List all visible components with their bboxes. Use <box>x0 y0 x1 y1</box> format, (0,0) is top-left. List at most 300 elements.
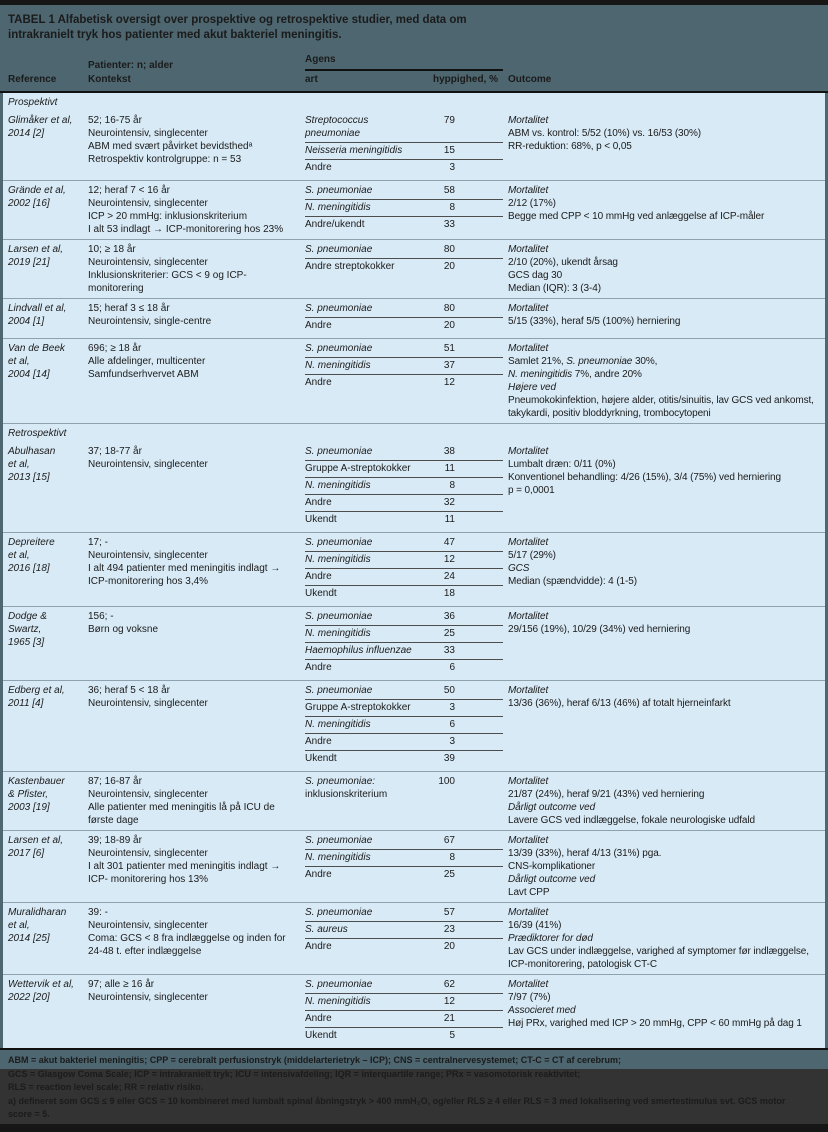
reference-line: 2014 [25] <box>8 933 50 944</box>
agens-name-line: Andre/ukendt <box>305 219 365 230</box>
agens-name <box>305 1012 415 1025</box>
patient-line: 12; heraf 7 < 16 år <box>88 185 171 196</box>
agens-name-line: N. meningitidis <box>305 996 371 1007</box>
agens-frequency: 80 <box>443 303 455 314</box>
agens-frequency: 15 <box>443 145 455 156</box>
agens-frequency: 8 <box>449 852 455 863</box>
agens-entry <box>305 319 503 334</box>
outcome-line: 21/87 (24%), heraf 9/21 (43%) ved herniering <box>508 789 705 800</box>
outcome-line: 29/156 (19%), 10/29 (34%) ved herniering <box>508 624 691 635</box>
outcome-line: Mortalitet <box>508 907 549 918</box>
agens-name <box>305 923 415 936</box>
reference-cell <box>8 243 88 295</box>
agens-cell <box>305 114 503 177</box>
agens-name-line: Gruppe A-streptokokker <box>305 702 411 713</box>
patient-line: første dage <box>88 815 139 826</box>
section-label: Prospektivt <box>8 97 58 108</box>
outcome-line: ABM vs. kontrol: 5/52 (10%) vs. 16/53 (30%) <box>508 128 702 139</box>
patient-line: ABM med svært påvirket bevidsthedᵃ <box>88 141 253 152</box>
outcome-line: Høj PRx, varighed med ICP > 20 mmHg, CPP < 60 mmHg på dag 1 <box>508 1018 802 1029</box>
outcome-line: 5/17 (29%) <box>508 550 556 561</box>
study-row <box>3 298 825 338</box>
agens-name-line: S. pneumoniae <box>305 244 373 255</box>
outcome-line: 5/15 (33%), heraf 5/5 (100%) herniering <box>508 316 681 327</box>
agens-entry <box>305 184 503 200</box>
outcome-line: Median (IQR): 3 (3-4) <box>508 283 601 294</box>
agens-name <box>305 868 415 881</box>
agens-name <box>305 718 415 731</box>
agens-entry <box>305 587 503 602</box>
agens-name-line: S. pneumoniae <box>305 343 373 354</box>
reference-line: Larsen et al, <box>8 835 64 846</box>
agens-name <box>305 114 415 140</box>
table-body <box>3 93 825 1048</box>
patient-line: 37; 18-77 år <box>88 446 142 457</box>
reference-cell <box>8 114 88 177</box>
agens-name <box>305 735 415 748</box>
agens-entry <box>305 1029 503 1044</box>
patient-line: 39: - <box>88 907 109 918</box>
reference-line: Wettervik et al, <box>8 979 74 990</box>
agens-entry <box>305 114 503 143</box>
outcome-line: Mortalitet <box>508 446 549 457</box>
agens-name-line: N. meningitidis <box>305 480 371 491</box>
agens-frequency: 12 <box>443 377 455 388</box>
patient-cell <box>88 342 305 420</box>
agens-name-line: S. pneumoniae <box>305 185 373 196</box>
agens-entry <box>305 218 503 233</box>
reference-line: et al, <box>8 920 30 931</box>
agens-frequency: 24 <box>443 571 455 582</box>
footnote-line: GCS = Glasgow Coma Scale; ICP = intrakranielt tryk; ICU = intensivafdeling; IQR = interquartile range; PRx = vasomotorisk reaktivitet; <box>8 1068 581 1079</box>
outcome-line: Mortalitet <box>508 185 549 196</box>
agens-frequency: 3 <box>449 702 455 713</box>
agens-name <box>305 553 415 566</box>
reference-line: Van de Beek <box>8 343 65 354</box>
agens-name <box>305 376 415 389</box>
reference-cell <box>8 775 88 827</box>
agens-name <box>305 536 415 549</box>
study-row <box>3 532 825 606</box>
agens-name <box>305 496 415 509</box>
reference-cell <box>8 342 88 420</box>
header-outcome: Outcome <box>508 74 552 85</box>
outcome-line: N. meningitidis 7%, andre 20% <box>508 369 642 380</box>
outcome-line: Lavt CPP <box>508 887 550 898</box>
agens-entry <box>305 462 503 478</box>
patient-cell <box>88 775 305 827</box>
outcome-cell <box>503 302 825 335</box>
agens-name-line: Haemophilus influenzae <box>305 645 412 656</box>
patient-cell <box>88 536 305 603</box>
reference-line: 2013 [15] <box>8 472 50 483</box>
agens-entry <box>305 752 503 767</box>
reference-cell <box>8 445 88 529</box>
agens-name-line: Andre <box>305 869 332 880</box>
agens-name <box>305 462 415 475</box>
agens-cell <box>305 906 503 971</box>
study-row <box>3 974 825 1048</box>
agens-entry <box>305 775 503 803</box>
patient-line: Neurointensiv, singlecenter <box>88 848 208 859</box>
reference-line: 2017 [6] <box>8 848 45 859</box>
agens-frequency: 100 <box>438 776 455 787</box>
agens-name <box>305 319 415 332</box>
outcome-line: 13/36 (36%), heraf 6/13 (46%) af totalt hjerneinfarkt <box>508 698 731 709</box>
patient-line: I alt 53 indlagt → ICP-monitorering hos 23% <box>88 224 284 235</box>
agens-frequency: 38 <box>443 446 455 457</box>
study-row <box>3 606 825 680</box>
study-row <box>3 830 825 902</box>
study-row <box>3 111 825 180</box>
agens-cell <box>305 342 503 420</box>
patient-line: Inklusionskriterier: GCS < 9 og ICP- <box>88 270 247 281</box>
agens-entry <box>305 445 503 461</box>
agens-frequency: 5 <box>449 1030 455 1041</box>
agens-entry <box>305 701 503 717</box>
outcome-line: Mortalitet <box>508 115 549 126</box>
outcome-line: Mortalitet <box>508 835 549 846</box>
agens-name-line: Ukendt <box>305 514 337 525</box>
outcome-line: Samlet 21%, S. pneumoniae 30%, <box>508 356 658 367</box>
agens-frequency: 47 <box>443 537 455 548</box>
agens-entry <box>305 260 503 275</box>
agens-name-line: N. meningitidis <box>305 628 371 639</box>
reference-line: 2004 [14] <box>8 369 50 380</box>
patient-line: ICP-monitorering hos 3,4% <box>88 576 209 587</box>
outcome-line: Associeret med <box>508 1005 576 1016</box>
reference-line: et al, <box>8 356 30 367</box>
agens-name-line: S. pneumoniae <box>305 611 373 622</box>
agens-entry <box>305 161 503 176</box>
agens-name-line: Ukendt <box>305 588 337 599</box>
agens-name <box>305 302 415 315</box>
agens-name-line: S. pneumoniae: <box>305 776 376 787</box>
patient-line: Neurointensiv, singlecenter <box>88 789 208 800</box>
agens-frequency: 32 <box>443 497 455 508</box>
agens-entry <box>305 834 503 850</box>
agens-name <box>305 1029 415 1042</box>
patient-line: Neurointensiv, singlecenter <box>88 550 208 561</box>
reference-line: Depreitere <box>8 537 55 548</box>
agens-name-line: S. pneumoniae <box>305 907 373 918</box>
footnote-line: RLS = reaction level scale; RR = relativ risiko. <box>8 1082 204 1092</box>
agens-name <box>305 701 415 714</box>
agens-name <box>305 775 415 801</box>
agens-frequency: 20 <box>443 941 455 952</box>
outcome-cell <box>503 610 825 677</box>
agens-name <box>305 587 415 600</box>
outcome-cell <box>503 978 825 1045</box>
outcome-line: Lav GCS under indlæggelse, varighed af symptomer før indlæggelse, <box>508 946 809 957</box>
reference-line: et al, <box>8 550 30 561</box>
patient-cell <box>88 184 305 236</box>
agens-entry <box>305 610 503 626</box>
agens-entry <box>305 570 503 586</box>
patient-line: Retrospektiv kontrolgruppe: n = 53 <box>88 154 242 165</box>
patient-line: 17; - <box>88 537 109 548</box>
agens-frequency: 20 <box>443 320 455 331</box>
agens-name <box>305 218 415 231</box>
outcome-line: 2/10 (20%), ukendt årsag <box>508 257 618 268</box>
agens-frequency: 58 <box>443 185 455 196</box>
agens-entry <box>305 144 503 160</box>
agens-entry <box>305 553 503 569</box>
reference-line: Glimåker et al, <box>8 115 73 126</box>
patient-cell <box>88 834 305 899</box>
outcome-cell <box>503 536 825 603</box>
agens-entry <box>305 684 503 700</box>
outcome-line: Lavere GCS ved indlæggelse, fokale neurologiske udfald <box>508 815 755 826</box>
agens-cell <box>305 302 503 335</box>
agens-frequency: 21 <box>443 1013 455 1024</box>
agens-frequency: 25 <box>443 628 455 639</box>
patient-line: I alt 301 patienter med meningitis indlagt → <box>88 861 281 872</box>
agens-entry <box>305 536 503 552</box>
agens-name <box>305 201 415 214</box>
outcome-cell <box>503 906 825 971</box>
agens-entry <box>305 718 503 734</box>
reference-line: 2002 [16] <box>8 198 50 209</box>
agens-name-line: N. meningitidis <box>305 852 371 863</box>
agens-frequency: 3 <box>449 162 455 173</box>
outcome-line: Konventionel behandling: 4/26 (15%), 3/4 (75%) ved herniering <box>508 472 781 483</box>
outcome-cell <box>503 342 825 420</box>
agens-name-line: Andre streptokokker <box>305 261 395 272</box>
patient-line: 52; 16-75 år <box>88 115 142 126</box>
agens-frequency: 3 <box>449 736 455 747</box>
agens-frequency: 51 <box>443 343 455 354</box>
study-row <box>3 902 825 974</box>
agens-name <box>305 906 415 919</box>
agens-frequency: 36 <box>443 611 455 622</box>
reference-line: 2011 [4] <box>8 698 44 709</box>
outcome-line: ICP-monitorering, patologisk CT-C <box>508 959 657 970</box>
header-patients <box>88 53 305 87</box>
agens-name <box>305 661 415 674</box>
outcome-cell <box>503 184 825 236</box>
reference-line: & Pfister, <box>8 789 49 800</box>
study-row <box>3 338 825 423</box>
patient-cell <box>88 610 305 677</box>
reference-cell <box>8 906 88 971</box>
table-title-line1: TABEL 1 Alfabetisk oversigt over prospektive og retrospektive studier, med data om <box>8 14 467 26</box>
outcome-cell <box>503 243 825 295</box>
reference-line: Dodge & <box>8 611 47 622</box>
agens-name-line: Ukendt <box>305 1030 337 1041</box>
patient-cell <box>88 243 305 295</box>
section-label: Retrospektivt <box>3 423 825 442</box>
patient-line: Alle afdelinger, multicenter <box>88 356 206 367</box>
agens-entry <box>305 940 503 955</box>
agens-name-line: Andre <box>305 736 332 747</box>
agens-name <box>305 243 415 256</box>
patient-line: ICP- monitorering hos 13% <box>88 874 209 885</box>
agens-frequency: 79 <box>443 115 455 126</box>
reference-cell <box>8 184 88 236</box>
reference-cell <box>8 610 88 677</box>
agens-cell <box>305 536 503 603</box>
patient-line: monitorering <box>88 283 144 294</box>
reference-line: 2019 [21] <box>8 257 50 268</box>
agens-cell <box>305 684 503 768</box>
patient-line: Neurointensiv, singlecenter <box>88 198 208 209</box>
study-row <box>3 771 825 830</box>
agens-name-line: Andre <box>305 1013 332 1024</box>
outcome-line: Mortalitet <box>508 685 549 696</box>
agens-name-line: N. meningitidis <box>305 719 371 730</box>
patient-line: Alle patienter med meningitis lå på ICU de <box>88 802 275 813</box>
agens-frequency: 57 <box>443 907 455 918</box>
patient-line: 696; ≥ 18 år <box>88 343 142 354</box>
agens-cell <box>305 775 503 827</box>
reference-cell <box>8 536 88 603</box>
header-reference: Reference <box>8 74 57 85</box>
header-frequency: hyppighed, % <box>433 74 498 85</box>
agens-name-line: S. pneumoniae <box>305 303 373 314</box>
agens-name-line: Andre <box>305 497 332 508</box>
agens-name-line: Andre <box>305 662 332 673</box>
agens-frequency: 8 <box>449 480 455 491</box>
agens-entry <box>305 735 503 751</box>
patient-line: Neurointensiv, singlecenter <box>88 992 208 1003</box>
patient-line: ICP > 20 mmHg: inklusionskriterium <box>88 211 248 222</box>
outcome-cell <box>503 114 825 177</box>
agens-name-line: N. meningitidis <box>305 202 371 213</box>
patient-line: 36; heraf 5 < 18 år <box>88 685 171 696</box>
reference-cell <box>8 834 88 899</box>
agens-frequency: 50 <box>443 685 455 696</box>
agens-name <box>305 851 415 864</box>
agens-frequency: 11 <box>444 514 455 525</box>
agens-entry <box>305 661 503 676</box>
reference-line: 1965 [3] <box>8 637 45 648</box>
agens-name <box>305 978 415 991</box>
reference-line: Edberg et al, <box>8 685 65 696</box>
agens-frequency: 33 <box>443 645 455 656</box>
patient-line: 39; 18-89 år <box>88 835 142 846</box>
bottom-border-bar <box>0 1124 828 1132</box>
agens-entry <box>305 644 503 660</box>
agens-name-line: Andre <box>305 571 332 582</box>
patient-cell <box>88 445 305 529</box>
reference-line: et al, <box>8 459 30 470</box>
reference-line: Muralidharan <box>8 907 67 918</box>
agens-entry <box>305 479 503 495</box>
agens-frequency: 67 <box>443 835 455 846</box>
agens-frequency: 37 <box>443 360 455 371</box>
outcome-line: takykardi, positiv bloddyrkning, trombocytopeni <box>508 408 711 419</box>
outcome-line: 16/39 (41%) <box>508 920 562 931</box>
agens-entry <box>305 923 503 939</box>
agens-frequency: 62 <box>443 979 455 990</box>
agens-name <box>305 570 415 583</box>
patient-line: Neurointensiv, singlecenter <box>88 459 208 470</box>
agens-name <box>305 260 415 273</box>
outcome-line: Mortalitet <box>508 343 549 354</box>
outcome-cell <box>503 445 825 529</box>
agens-name <box>305 161 415 174</box>
agens-frequency: 18 <box>443 588 455 599</box>
agens-entry <box>305 851 503 867</box>
patient-line: 87; 16-87 år <box>88 776 142 787</box>
agens-frequency: 80 <box>443 244 455 255</box>
outcome-line: Mortalitet <box>508 244 549 255</box>
outcome-line: Dårligt outcome ved <box>508 874 596 885</box>
agens-name-line: S. pneumoniae <box>305 835 373 846</box>
study-row <box>3 680 825 771</box>
patient-line: Neurointensiv, single-centre <box>88 316 212 327</box>
agens-frequency: 12 <box>443 996 455 1007</box>
agens-entry <box>305 342 503 358</box>
agens-name-line: Andre <box>305 377 332 388</box>
patient-line: Samfundserhvervet ABM <box>88 369 199 380</box>
reference-line: Kastenbauer <box>8 776 65 787</box>
agens-cell <box>305 610 503 677</box>
agens-name <box>305 684 415 697</box>
agens-entry <box>305 627 503 643</box>
outcome-line: Mortalitet <box>508 611 549 622</box>
agens-entry <box>305 376 503 391</box>
reference-cell <box>8 684 88 768</box>
agens-frequency: 23 <box>443 924 455 935</box>
agens-name-line: N. meningitidis <box>305 360 371 371</box>
agens-cell <box>305 834 503 899</box>
agens-frequency: 6 <box>449 662 455 673</box>
agens-name-line: N. meningitidis <box>305 554 371 565</box>
patient-cell <box>88 114 305 177</box>
patient-line: Coma: GCS < 8 fra indlæggelse og inden for <box>88 933 286 944</box>
agens-entry <box>305 906 503 922</box>
outcome-line: Pneumokokinfektion, højere alder, otitis/sinuitis, lav GCS ved ankomst, <box>508 395 814 406</box>
agens-name-line: S. pneumoniae <box>305 685 373 696</box>
agens-entry <box>305 995 503 1011</box>
header-patients-line2: Kontekst <box>88 74 131 85</box>
agens-name-line: Andre <box>305 162 332 173</box>
table-title-line2: intrakranielt tryk hos patienter med akut bakteriel meningitis. <box>8 29 342 41</box>
agens-entry <box>305 513 503 528</box>
outcome-line: Mortalitet <box>508 979 549 990</box>
agens-name-line: S. pneumoniae <box>305 979 373 990</box>
patient-cell <box>88 302 305 335</box>
agens-name-line: S. aureus <box>305 924 348 935</box>
reference-line: 2016 [18] <box>8 563 50 574</box>
footnote-line: score = 5. <box>8 1109 50 1119</box>
patient-line: 15; heraf 3 ≤ 18 år <box>88 303 170 314</box>
reference-line: 2004 [1] <box>8 316 45 327</box>
outcome-line: Mortalitet <box>508 537 549 548</box>
agens-name <box>305 752 415 765</box>
outcome-line: CNS-komplikationer <box>508 861 596 872</box>
patient-line: Børn og voksne <box>88 624 159 635</box>
table-title <box>0 5 828 47</box>
outcome-cell <box>503 834 825 899</box>
reference-line: Lindvall et al, <box>8 303 67 314</box>
patient-cell <box>88 978 305 1045</box>
agens-name <box>305 359 415 372</box>
agens-entry <box>305 201 503 217</box>
outcome-line: RR-reduktion: 68%, p < 0,05 <box>508 141 632 152</box>
reference-line: Grände et al, <box>8 185 66 196</box>
agens-name-line: Gruppe A-streptokokker <box>305 463 411 474</box>
agens-name-line: Neisseria meningitidis <box>305 145 403 156</box>
reference-line: Larsen et al, <box>8 244 64 255</box>
study-row <box>3 239 825 298</box>
patient-line: Neurointensiv, singlecenter <box>88 698 208 709</box>
header-patients-line1: Patienter: n; alder <box>88 60 174 71</box>
agens-cell <box>305 978 503 1045</box>
outcome-line: GCS dag 30 <box>508 270 563 281</box>
